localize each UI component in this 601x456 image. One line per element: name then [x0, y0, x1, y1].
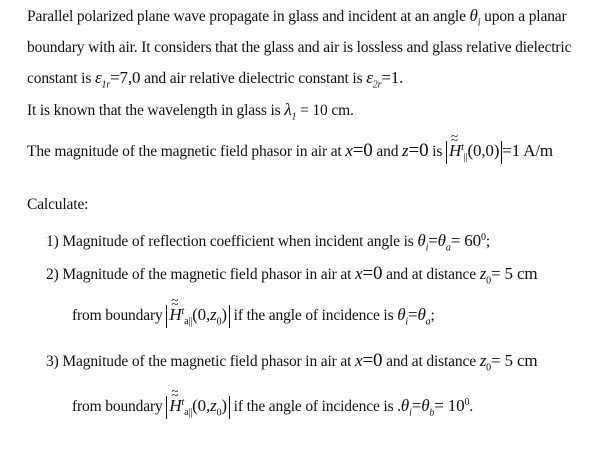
z-eq: =0 [408, 140, 429, 161]
punct: ; [485, 233, 490, 250]
text: is [432, 143, 443, 160]
text: upon a planar [484, 8, 567, 25]
x-var: x [345, 141, 353, 160]
angle-value: = 10 [434, 396, 465, 416]
item-text: and at distance [386, 266, 476, 283]
text: Parallel polarized plane wave propagate in glass and incident at an angle [27, 8, 466, 25]
text: boundary with air. It considers that the glass and air is lossless and glass relative dielectric [27, 39, 572, 56]
theta-i: $\theta_i$ [400, 396, 412, 419]
mag-arg: (0,0) [467, 140, 500, 160]
h-field-magnitude: ~ H ~$^t_{||}$(0,0) [446, 141, 502, 164]
eps-1r-value: =7,0 [110, 68, 141, 87]
item-number: 3) [46, 353, 59, 370]
eps-2r-value: =1. [381, 68, 404, 87]
arg: (0, [192, 396, 211, 415]
theta-a: $\theta_a$ [437, 231, 451, 254]
text: and [376, 143, 399, 160]
x-eq: =0 [362, 263, 383, 284]
intro-line-2 [27, 39, 571, 57]
text: and air relative dielectric constant is [144, 70, 363, 87]
z-eq: = 5 cm [491, 351, 538, 370]
z0-var: $z_0$ [479, 351, 492, 374]
text: The magnitude of the magnetic field phasor in air at [27, 143, 342, 160]
intro-line-3 [27, 68, 404, 91]
item-text: if the angle of incidence is [233, 307, 394, 325]
text: It is known that the wavelength in glass is [27, 102, 281, 119]
degree: 0 [480, 231, 486, 243]
x-var: x [355, 351, 363, 370]
item-3 [46, 350, 537, 372]
degree: 0 [464, 396, 470, 408]
x-eq: =0 [362, 350, 383, 371]
item-text: Magnitude of the magnetic field phasor in air at [62, 266, 352, 283]
item-number: 1) [46, 233, 59, 250]
eps-2r: $\varepsilon_{2r}$ [366, 68, 382, 91]
h-field-magnitude: ~ H $\sim^t_{a||}(0,z_0)$ [166, 396, 230, 419]
theta-a: $\theta_a$ [417, 305, 431, 328]
arg: (0, [192, 305, 211, 324]
item-1: 1) Magnitude of reflection coefficient when incident angle is $\theta_i=\theta_a= 60^0$; [46, 231, 490, 254]
item-text: from boundary [72, 307, 163, 325]
z-var: z [402, 141, 409, 160]
theta-i: $\theta_i$ [469, 6, 481, 29]
angle-value: = 60 [450, 231, 481, 250]
x-eq: =0 [352, 140, 373, 161]
h-field-magnitude: ~ H $\sim^t_{a||}(0,z_0)$ [166, 305, 230, 328]
intro-line-1 [27, 6, 567, 29]
x-var: x [355, 264, 363, 283]
theta-i: $\theta_i$ [417, 231, 429, 254]
calculate-label [27, 196, 88, 214]
intro-line-5 [27, 140, 553, 164]
lambda-value: = 10 cm. [300, 102, 354, 119]
text: Calculate: [27, 196, 89, 213]
item-2-cont: from boundary ~ H $\sim^t_{a||}(0,z_0)$ if the angle of incidence is $\theta_i=\theta_a$; [72, 305, 435, 328]
lambda-1: $\lambda_1$ [284, 100, 297, 123]
item-text: from boundary [72, 398, 163, 416]
item-2 [46, 263, 537, 285]
punct: . [469, 398, 474, 416]
item-text: Magnitude of reflection coefficient when incident angle is [62, 233, 414, 250]
eps-1r: $\varepsilon_{1r}$ [94, 68, 111, 91]
text: constant is [27, 70, 92, 87]
item-text: Magnitude of the magnetic field phasor in air at [62, 353, 352, 370]
mag-value: =1 A/m [502, 141, 554, 160]
theta-b: $\theta_b$ [421, 396, 435, 419]
intro-line-4 [27, 100, 354, 123]
theta-i: $\theta_i$ [397, 305, 409, 328]
z0-var: $z_0$ [479, 264, 492, 287]
z-eq: = 5 cm [491, 264, 538, 283]
item-number: 2) [46, 266, 59, 283]
item-3-cont: from boundary ~ H $\sim^t_{a||}(0,z_0)$ if the angle of incidence is $.\theta_i=\theta_b= 10^0$. [72, 396, 473, 419]
item-text: if the angle of incidence is . [233, 398, 401, 416]
item-text: and at distance [386, 353, 476, 370]
punct: ; [430, 307, 435, 325]
